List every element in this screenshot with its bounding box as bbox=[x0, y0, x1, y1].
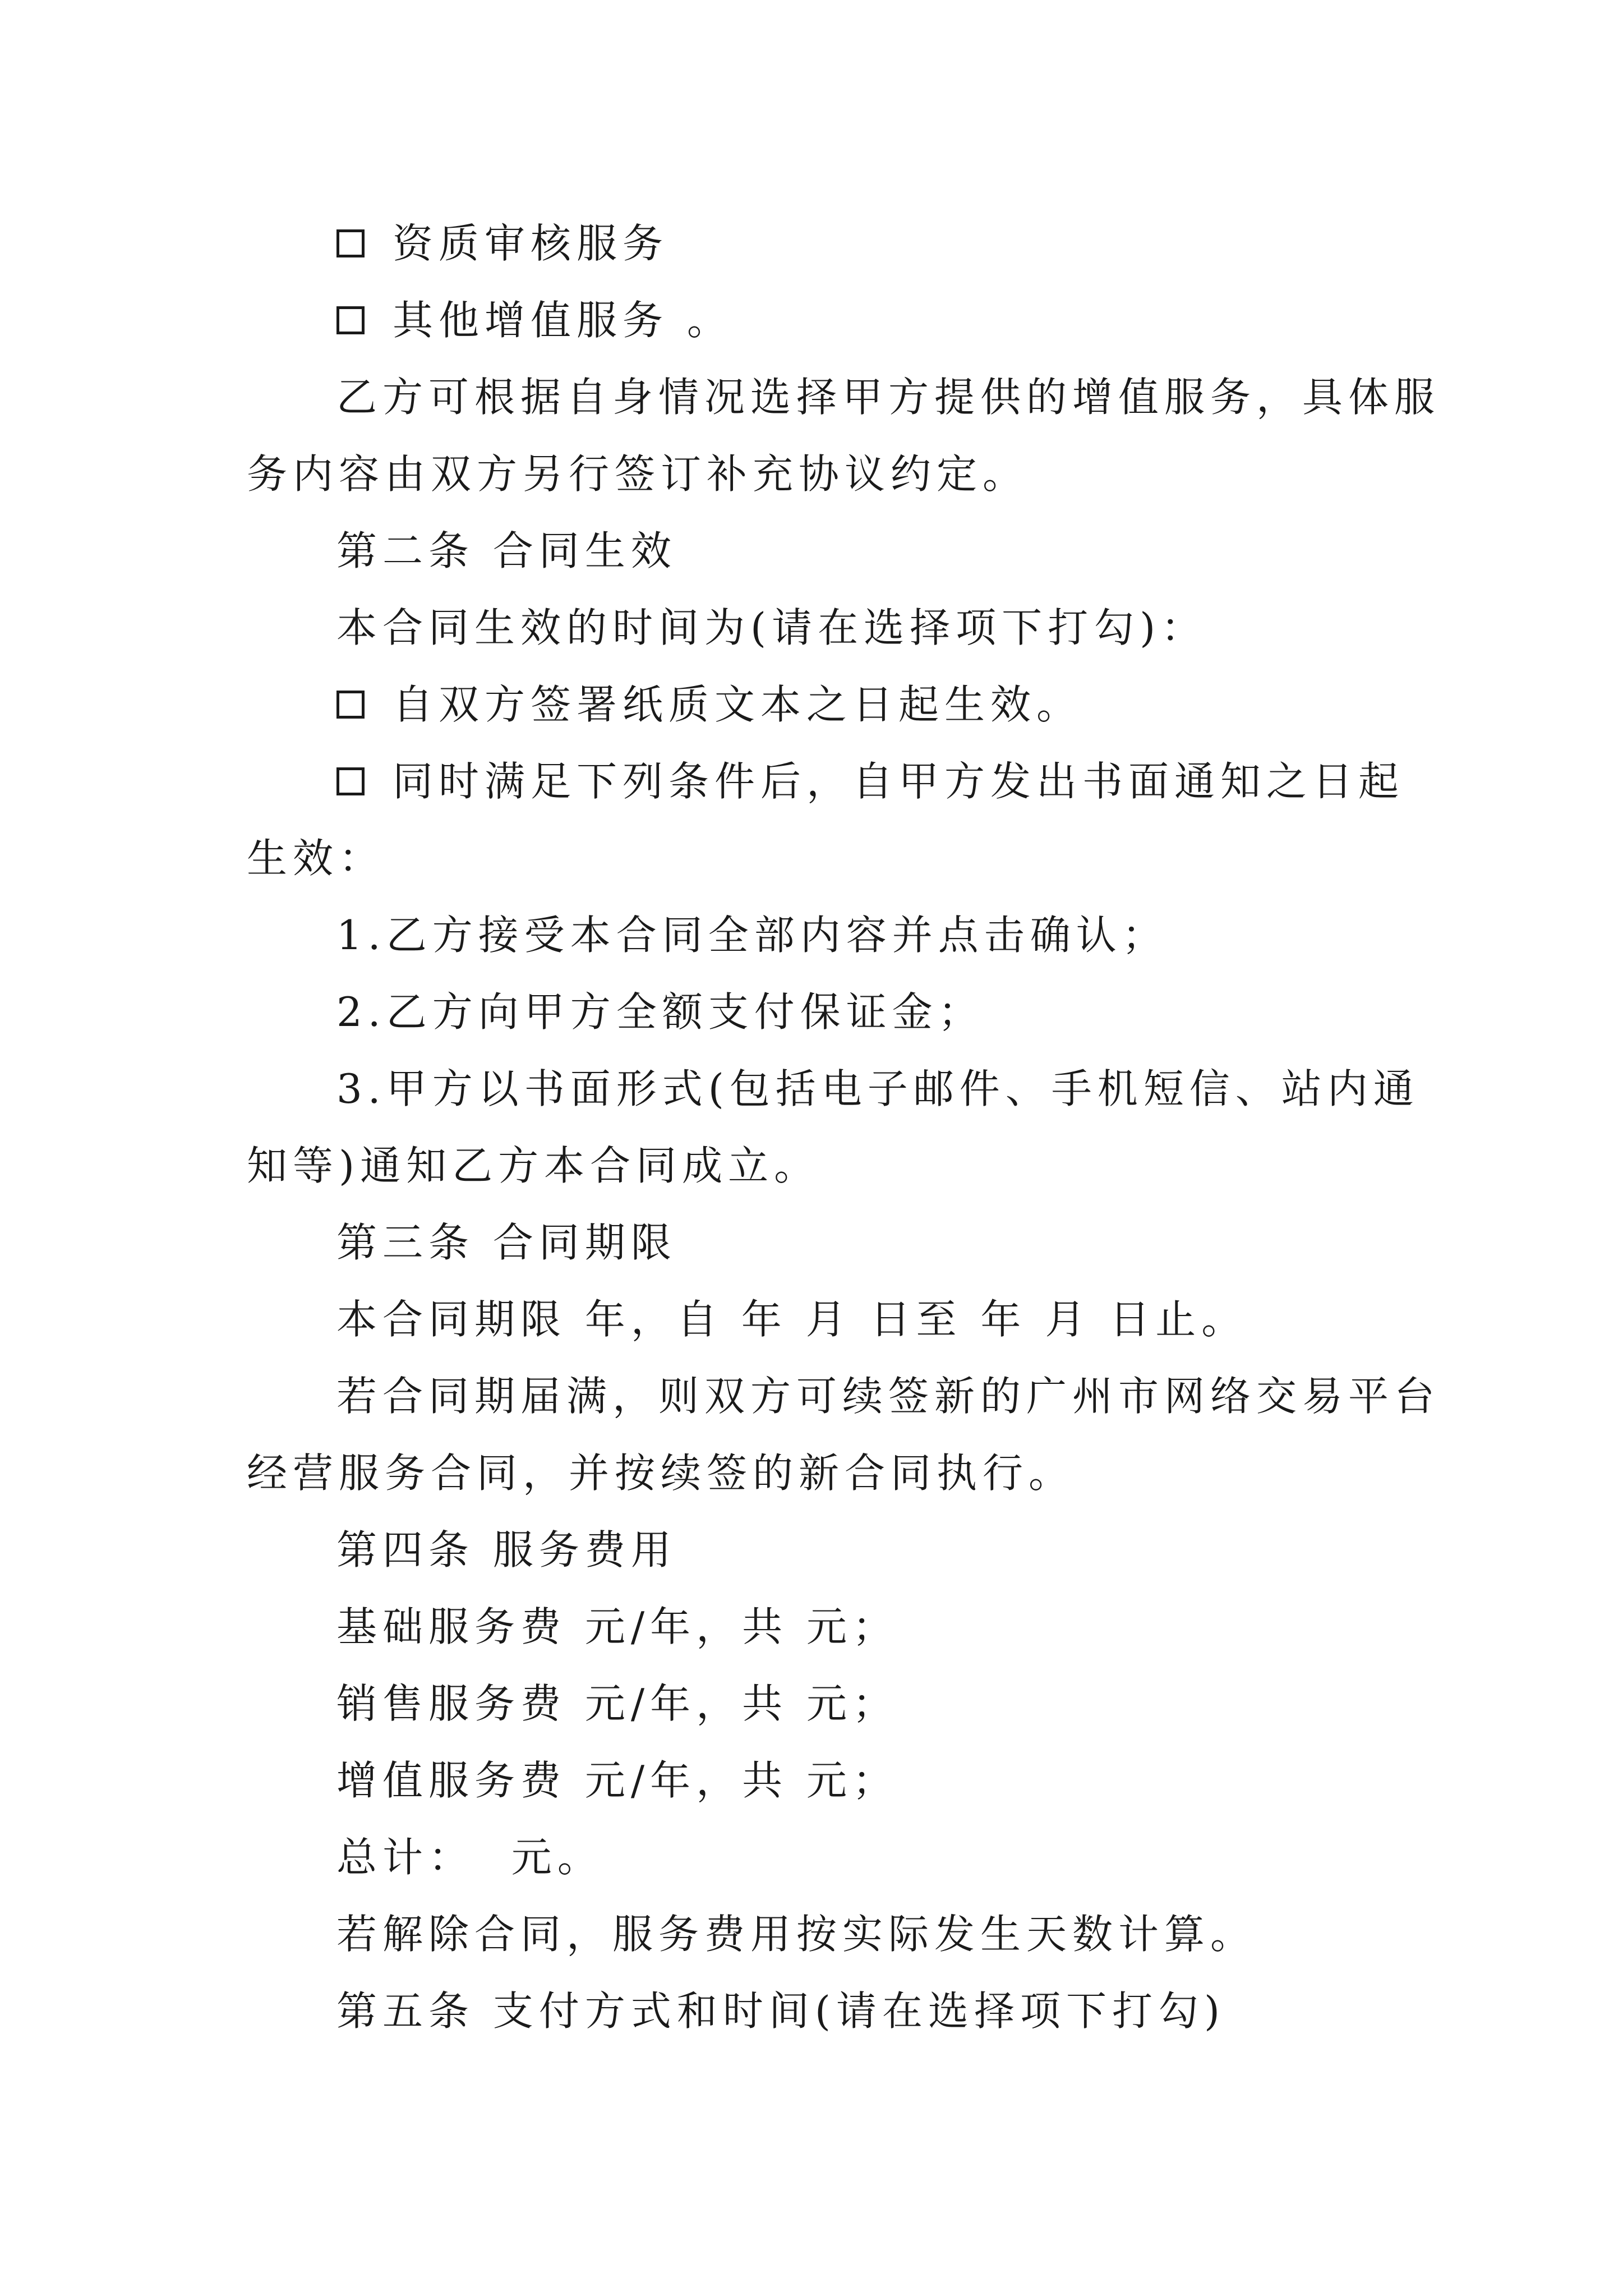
line-text: 生效： bbox=[247, 835, 385, 882]
paragraph-line bbox=[0, 1435, 1623, 1512]
line-text: 第五条 支付方式和时间(请在选择项下打勾) bbox=[336, 1987, 1226, 2035]
line-text: 自双方签署纸质文本之日起生效。 bbox=[393, 681, 1083, 728]
line-text: 2.乙方向甲方全额支付保证金； bbox=[336, 988, 984, 1036]
line-text: 同时满足下列条件后，自甲方发出书面通知之日起 bbox=[393, 758, 1405, 805]
condition-item-2 bbox=[0, 974, 1623, 1051]
paragraph-line bbox=[0, 1896, 1623, 1973]
option-qualification-review bbox=[0, 205, 1623, 282]
paragraph-line bbox=[0, 1128, 1623, 1204]
line-text: 第三条 合同期限 bbox=[336, 1219, 677, 1266]
line-text: 本合同生效的时间为(请在选择项下打勾)： bbox=[336, 604, 1207, 651]
line-text: 总计： 元。 bbox=[336, 1834, 603, 1881]
line-text: 务内容由双方另行签订补充协议约定。 bbox=[247, 450, 1029, 498]
fee-sales-service bbox=[0, 1665, 1623, 1742]
line-text: 第二条 合同生效 bbox=[336, 527, 677, 574]
contract-term-line bbox=[0, 1281, 1623, 1358]
checkbox-qualification-review[interactable] bbox=[336, 229, 365, 257]
option-effective-on-signing bbox=[0, 666, 1623, 743]
paragraph-line bbox=[0, 436, 1623, 513]
paragraph-line bbox=[0, 820, 1623, 897]
line-text: 增值服务费 元/年，共 元； bbox=[336, 1757, 899, 1804]
line-text: 知等)通知乙方本合同成立。 bbox=[247, 1142, 820, 1189]
condition-item-1 bbox=[0, 897, 1623, 974]
line-text: 乙方可根据自身情况选择甲方提供的增值服务，具体服 bbox=[336, 374, 1441, 421]
line-text: 若解除合同，服务费用按实际发生天数计算。 bbox=[336, 1911, 1257, 1958]
section-heading-article-3 bbox=[0, 1204, 1623, 1281]
line-text: 其他增值服务 。 bbox=[393, 297, 733, 344]
line-text: 1.乙方接受本合同全部内容并点击确认； bbox=[336, 912, 1168, 959]
condition-item-3 bbox=[0, 1051, 1419, 1128]
option-effective-on-conditions bbox=[0, 743, 1405, 820]
line-text: 资质审核服务 bbox=[393, 220, 669, 267]
fee-value-added-service bbox=[0, 1742, 1623, 1819]
fee-basic-service bbox=[0, 1589, 1623, 1665]
section-heading-article-4 bbox=[0, 1512, 1623, 1589]
paragraph-line bbox=[0, 590, 1623, 666]
checkbox-effective-on-signing[interactable] bbox=[336, 691, 365, 719]
line-text: 基础服务费 元/年，共 元； bbox=[336, 1603, 899, 1650]
line-text: 经营服务合同，并按续签的新合同执行。 bbox=[247, 1450, 1075, 1497]
paragraph-line bbox=[0, 359, 1441, 436]
section-heading-article-5 bbox=[0, 1973, 1623, 2050]
section-heading-article-2 bbox=[0, 513, 1623, 590]
fee-total bbox=[0, 1819, 1623, 1896]
line-text: 本合同期限 年，自 年 月 日至 年 月 日止。 bbox=[336, 1296, 1248, 1343]
line-text: 若合同期届满，则双方可续签新的广州市网络交易平台 bbox=[336, 1373, 1441, 1420]
line-text: 3.甲方以书面形式(包括电子邮件、手机短信、站内通 bbox=[336, 1065, 1419, 1112]
line-text: 销售服务费 元/年，共 元； bbox=[336, 1680, 899, 1727]
option-other-value-added bbox=[0, 282, 1623, 359]
checkbox-effective-on-conditions[interactable] bbox=[336, 767, 365, 795]
paragraph-line bbox=[0, 1358, 1441, 1435]
checkbox-other-value-added[interactable] bbox=[336, 306, 365, 334]
line-text: 第四条 服务费用 bbox=[336, 1526, 677, 1573]
